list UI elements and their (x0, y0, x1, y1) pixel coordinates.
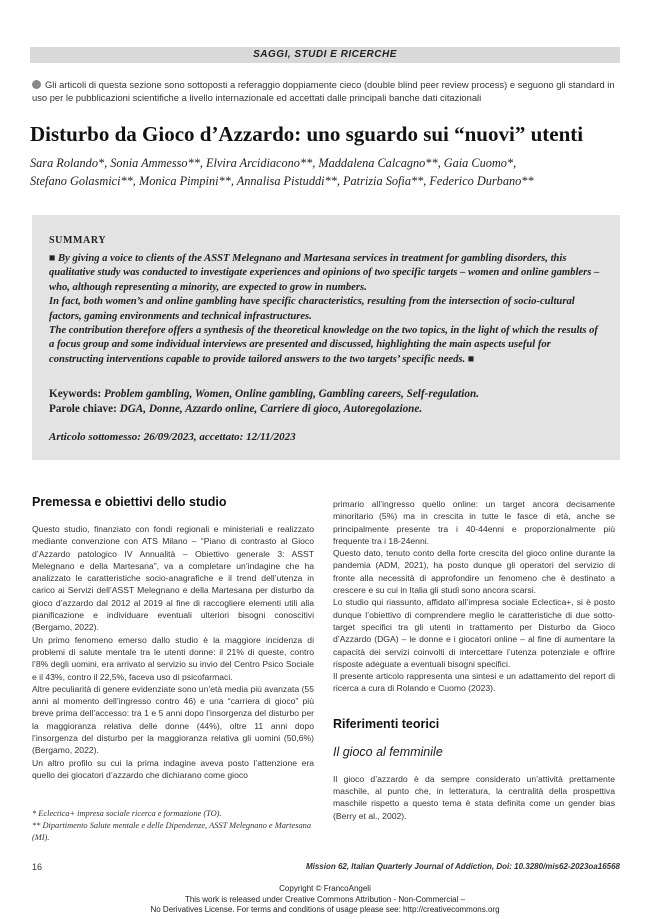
summary-paragraph: ■ By giving a voice to clients of the ASST Melegnano and Martesana services in treatment for gambling disorders, this qualitative study was conducted to investigate experiences and opinions of two specific targets – women and online gamblers – who, although representing a minority, are expected to grow in numbers. (49, 253, 600, 293)
peer-review-icon (32, 80, 41, 89)
submission-dates: Articolo sottomesso: 26/09/2023, accettato: 12/11/2023 (49, 431, 296, 443)
section-header: SAGGI, STUDI E RICERCHE (30, 47, 620, 63)
license-line: No Derivatives License. For terms and conditions of usage please see: http://creativecommons.org (150, 905, 500, 914)
keywords-value: Problem gambling, Women, Online gambling, Gambling careers, Self-regulation. (104, 388, 480, 400)
body-paragraph: Altre peculiarità di genere evidenziate sono un’età media più avanzata (55 anni al momento dell’ingresso contro 46) e una “carriera di gioco” più breve prima dell’accesso: tra 1 e 5 anni dopo l’insorgenza del disturbo per la maggioranza relativa delle donne (44%), oltre 11 anni dopo l’insorgenza del disturbo per la maggioranza relativa gli uomini (50,6%) (Bergamo, 2022). (32, 683, 314, 756)
footnote: * Eclectica+ impresa sociale ricerca e formazione (TO). (32, 809, 222, 818)
authors-line: Stefano Golasmici**, Monica Pimpini**, Annalisa Pistuddi**, Patrizia Sofia**, Federico Durbano** (30, 174, 534, 188)
page-number: 16 (32, 862, 43, 872)
keywords-line (49, 387, 605, 402)
right-column (333, 498, 615, 822)
footnote: ** Dipartimento Salute mentale e delle Dipendenze, ASST Melegnano e Martesana (MI). (32, 821, 312, 842)
journal-citation: Mission 62, Italian Quarterly Journal of Addiction, Doi: 10.3280/mis62-2023oa16568 (305, 862, 620, 871)
peer-review-note (32, 78, 620, 104)
body-paragraph: Questo dato, tenuto conto della forte crescita del gioco online durante la pandemia (ADM, 2021), ha posto dunque gli operatori del servizio di fronte alla necessità di approfondire un fenomeno che è destinato a crescere e su cui in Italia gli studi sono ancora scarsi. (333, 548, 615, 596)
peer-review-text: Gli articoli di questa sezione sono sottoposti a referaggio doppiamente cieco (double blind peer review process) e seguono gli standard in uso per le pubblicazioni scientifiche a livello internazionale ed accettati dalle principali banche dati citazionali (32, 79, 615, 103)
summary-text (49, 252, 605, 367)
body-paragraph: Il presente articolo rappresenta una sintesi e un adattamento del report di ricerca a cura di Rolando e Cuomo (2023). (333, 671, 615, 694)
summary-heading: SUMMARY (49, 235, 107, 246)
keywords-label: Keywords: (49, 388, 102, 400)
parole-value: DGA, Donne, Azzardo online, Carriere di gioco, Autoregolazione. (119, 403, 423, 415)
summary-box (32, 215, 620, 460)
summary-paragraph: In fact, both women’s and online gambling have specific characteristics, resulting from the intersection of socio-cultural factors, gaming environments and technical infrastructures. (49, 296, 575, 322)
article-title: Disturbo da Gioco d’Azzardo: uno sguardo sui “nuovi” utenti (30, 122, 584, 146)
license-line: This work is released under Creative Commons Attribution - Non-Commercial – (184, 894, 466, 904)
license-notice (0, 884, 650, 916)
footnotes (32, 808, 314, 844)
section-heading: Riferimenti teorici (333, 716, 440, 731)
subsection-heading: Il gioco al femminile (333, 744, 443, 759)
authors-line: Sara Rolando*, Sonia Ammesso**, Elvira Arcidiacono**, Maddalena Calcagno**, Gaia Cuomo*, (30, 156, 517, 170)
body-paragraph: Un altro profilo su cui la prima indagine aveva posto l’attenzione era quello dei giocatori d’azzardo che dichiarano come gioco (32, 757, 314, 780)
body-paragraph: Un primo fenomeno emerso dallo studio è la maggiore incidenza di problemi di salute mentale tra le utenti donne: il 21% di queste, contro l’8% degli uomini, era arrivato al servizio su invio del Centro Psico Sociale e il 43%, contro il 22,5%, faceva uso di psicofarmaci. (32, 634, 314, 682)
body-paragraph: primario all’ingresso quello online: un target ancora decisamente minoritario (5%) ma in crescita in tutte le fasce di età, anche se principalmente presente tra i 40-44enni e proporzionalmente più frequente tra i 18-24enni. (333, 499, 615, 546)
parole-label: Parole chiave: (49, 403, 117, 415)
body-paragraph: Lo studio qui riassunto, affidato all’impresa sociale Eclectica+, si è posto dunque l’obiettivo di comprendere meglio le caratteristiche di due sotto-target specifici tra gli utenti in trattamento per Disturbo da Gioco d’Azzardo (DGA) – le donne e i giocatori online – al fine di aumentare la capacità dei servizi coinvolti di intercettare l’utenza potenziale e offrire risposte adeguate a eventuali bisogni specifici. (333, 597, 615, 669)
section-heading: Premessa e obiettivi dello studio (32, 495, 227, 509)
body-paragraph: Questo studio, finanziato con fondi regionali e ministeriali e realizzato mediante convenzione con ATS Milano – “Piano di contrasto al Gioco d’Azzardo patologico IV Annualità – Obiettivo generale 3: ASST Melegnano e della Martesana”, va a completare un’indagine che ha analizzato le caratteristiche socio-anagrafiche e il trend dell’utenza in carico ai Servizi dell’ASST Melegnano e della Martesana per disturbo da gioco d’azzardo dal 2012 al 2019 al fine di raccogliere elementi utili alla pianificazione e individuare eventuali ulteriori bisogni conoscitivi (Bergamo, 2022). (32, 524, 314, 633)
authors (30, 154, 630, 190)
left-column (32, 495, 314, 781)
keywords-block (49, 387, 605, 417)
body-paragraph: Il gioco d’azzardo è da sempre considerato un’attività prettamente maschile, al punto che, in letteratura, la centralità della prospettiva maschile rispetto a questo tema è stata definita come un gender bias (Berry et al., 2002). (333, 773, 615, 821)
copyright-line: Copyright © FrancoAngeli (279, 884, 371, 893)
summary-paragraph: The contribution therefore offers a synthesis of the theoretical knowledge on the two topics, in the light of which the results of a focus group and some individual interviews are presented and discussed, highlighting the main aspects useful for constructing interventions capable to provide tailored answers to the two targets’ specific needs. ■ (49, 325, 598, 365)
parole-line (49, 402, 605, 417)
